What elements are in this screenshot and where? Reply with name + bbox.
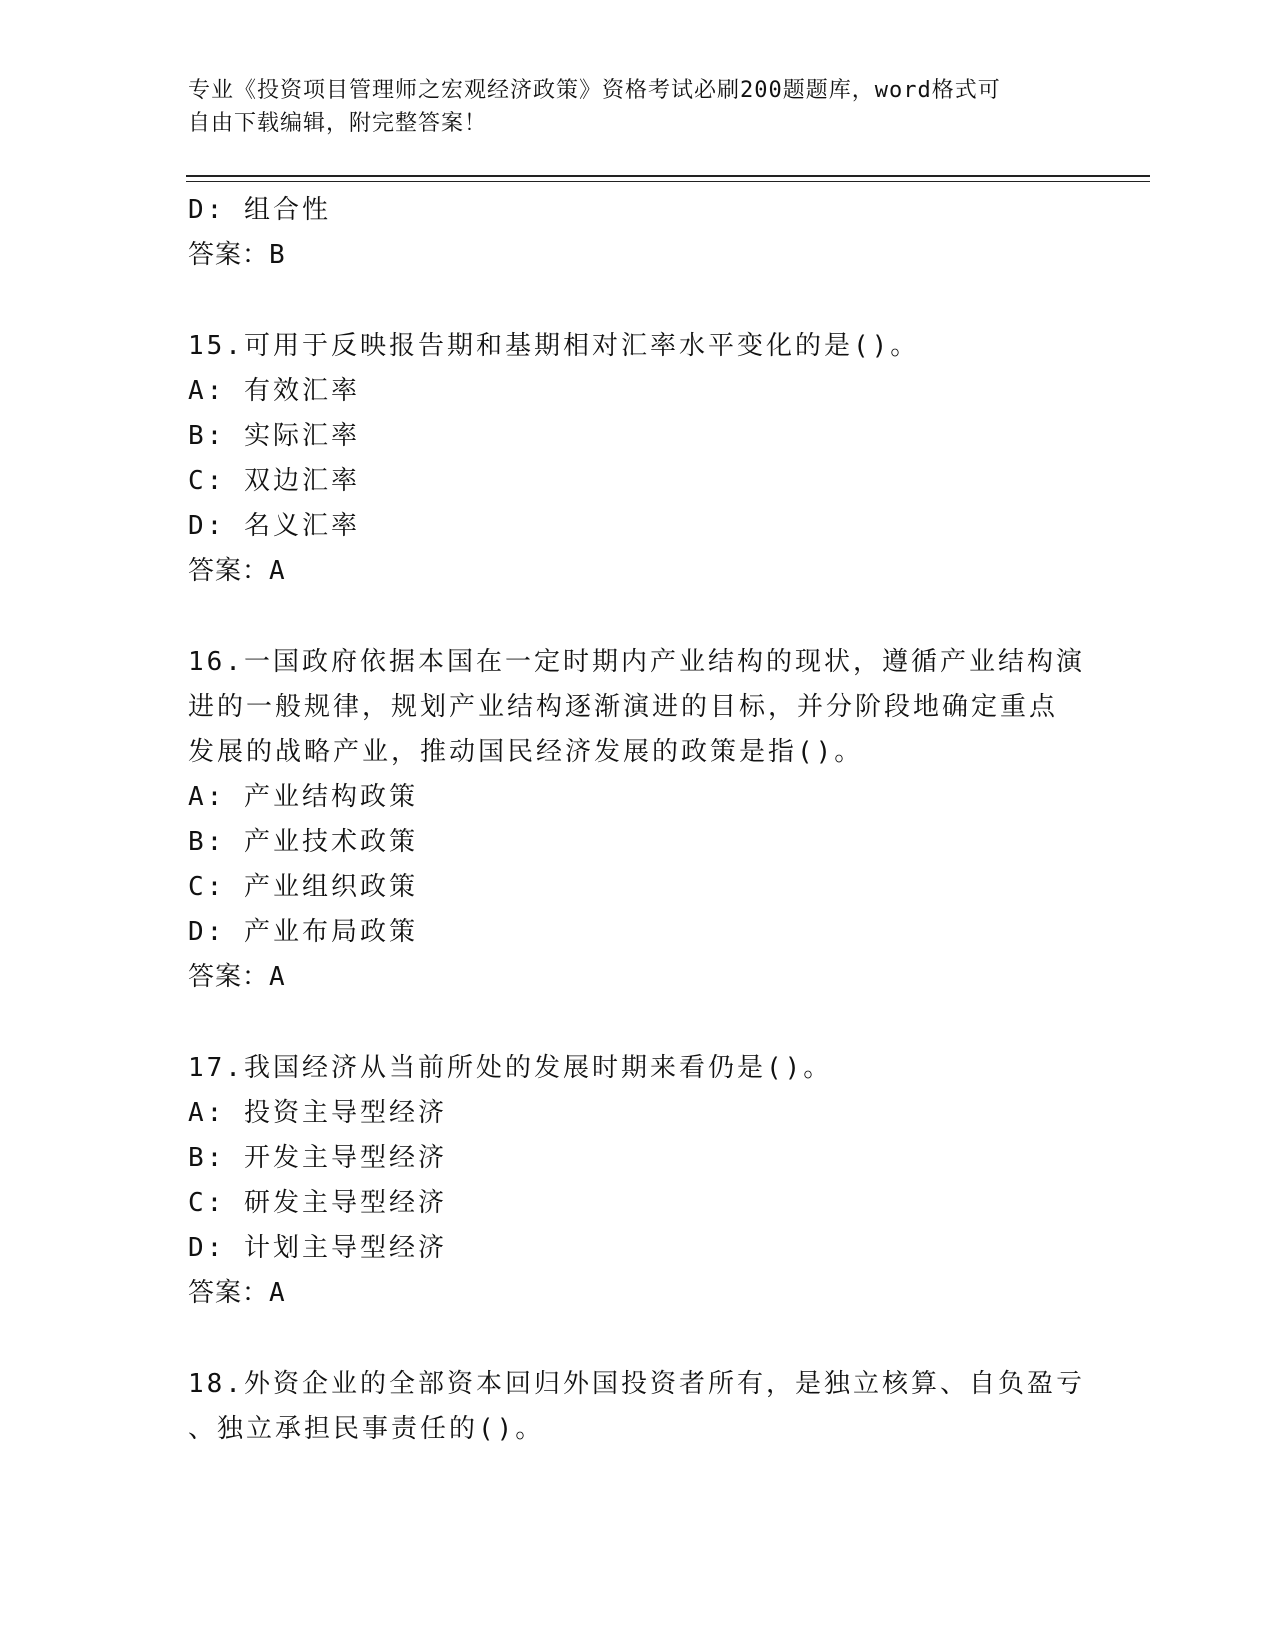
- question-stem-line: 15.可用于反映报告期和基期相对汇率水平变化的是()。: [188, 331, 920, 361]
- header-line-2: 自由下载编辑，附完整答案！: [188, 111, 488, 136]
- question-list: [188, 188, 1088, 1452]
- header-divider-thin: [186, 181, 1150, 182]
- answer-label: 答案：: [188, 556, 270, 586]
- question-15: [188, 324, 1088, 594]
- question-stem: [188, 1362, 1088, 1452]
- question-stem-line: 、独立承担民事责任的()。: [188, 1414, 545, 1444]
- answer-value: A: [269, 1278, 286, 1308]
- answer-line: [188, 233, 1088, 278]
- header-divider-thick: [186, 175, 1150, 177]
- answer-line: [188, 955, 1088, 1000]
- option-c: C: 产业组织政策: [188, 872, 418, 902]
- option-b: B: 实际汇率: [188, 421, 360, 451]
- page-header: [188, 74, 1088, 140]
- question-stem: [188, 324, 1088, 369]
- option-a: A: 有效汇率: [188, 376, 360, 406]
- answer-line: [188, 549, 1088, 594]
- option-c: C: 双边汇率: [188, 466, 360, 496]
- question-stem-line: 18.外资企业的全部资本回归外国投资者所有，是独立核算、自负盈亏: [188, 1369, 1085, 1399]
- question-stem: [188, 1046, 1088, 1091]
- question-stem-line: 16.一国政府依据本国在一定时期内产业结构的现状，遵循产业结构演: [188, 647, 1085, 677]
- previous-question-tail: [188, 188, 1088, 278]
- question-18: [188, 1362, 1088, 1452]
- answer-value: B: [269, 240, 286, 270]
- answer-value: A: [269, 962, 286, 992]
- option-d: D: 组合性: [188, 195, 331, 225]
- option-d: D: 产业布局政策: [188, 917, 418, 947]
- answer-line: [188, 1271, 1088, 1316]
- header-line-1: 专业《投资项目管理师之宏观经济政策》资格考试必刷200题题库，word格式可: [188, 78, 1001, 103]
- option-a: A: 产业结构政策: [188, 782, 418, 812]
- question-stem-line: 发展的战略产业，推动国民经济发展的政策是指()。: [188, 737, 864, 767]
- option-b: B: 产业技术政策: [188, 827, 418, 857]
- answer-value: A: [269, 556, 286, 586]
- option-d: D: 计划主导型经济: [188, 1233, 447, 1263]
- answer-label: 答案：: [188, 240, 270, 270]
- answer-label: 答案：: [188, 1278, 270, 1308]
- question-16: [188, 640, 1088, 1000]
- option-c: C: 研发主导型经济: [188, 1188, 447, 1218]
- question-stem-line: 17.我国经济从当前所处的发展时期来看仍是()。: [188, 1053, 833, 1083]
- answer-label: 答案：: [188, 962, 270, 992]
- option-a: A: 投资主导型经济: [188, 1098, 447, 1128]
- option-b: B: 开发主导型经济: [188, 1143, 447, 1173]
- question-17: [188, 1046, 1088, 1316]
- question-stem-line: 进的一般规律，规划产业结构逐渐演进的目标，并分阶段地确定重点: [188, 692, 1059, 722]
- option-d: D: 名义汇率: [188, 511, 360, 541]
- question-stem: [188, 640, 1088, 775]
